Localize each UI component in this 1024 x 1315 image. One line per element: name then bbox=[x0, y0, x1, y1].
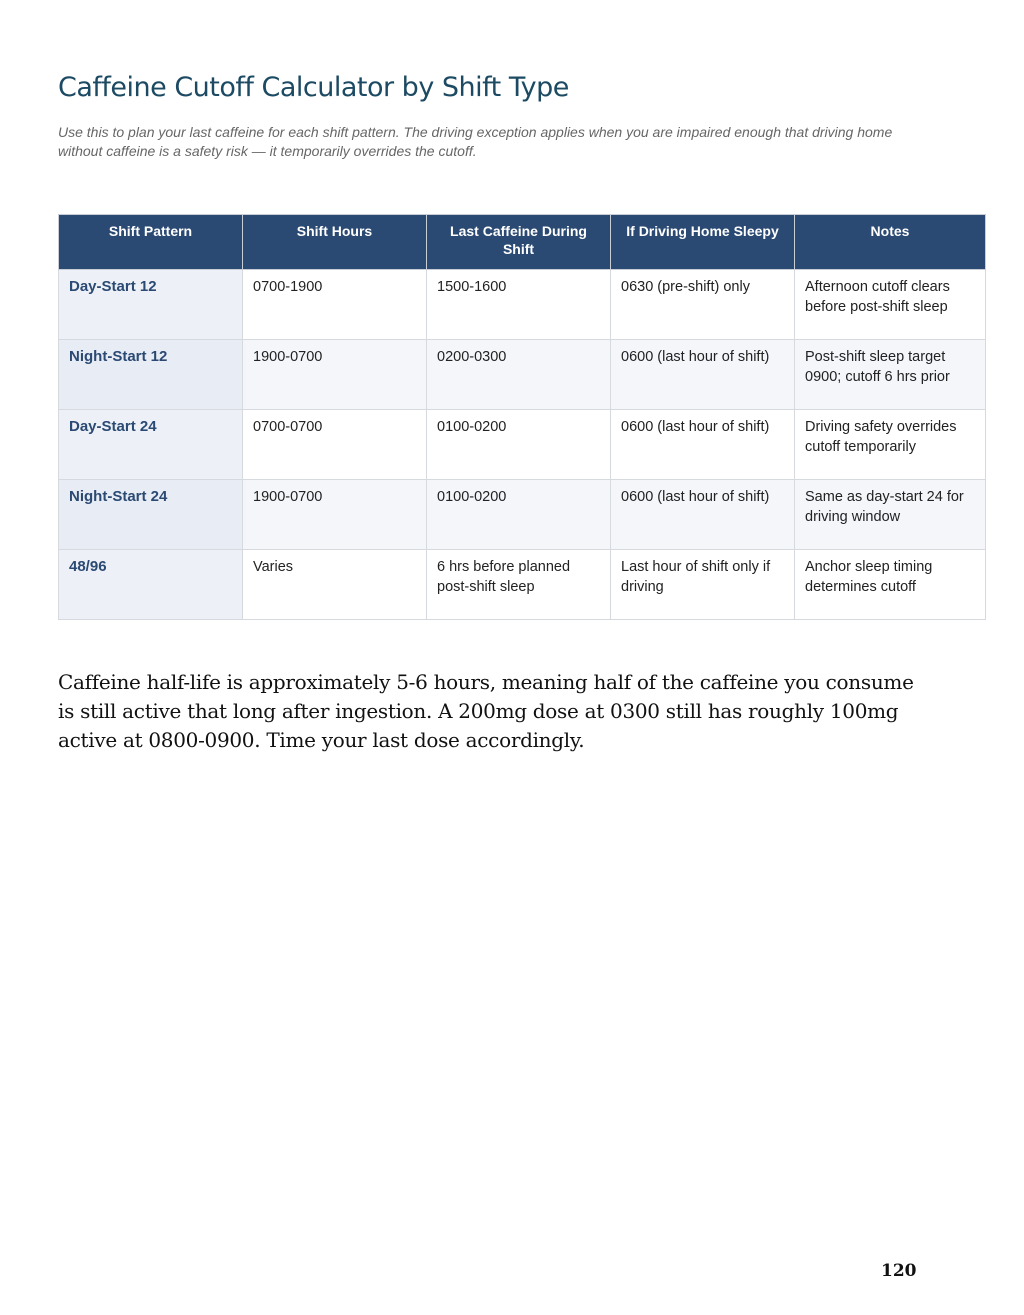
table-row bbox=[59, 270, 986, 340]
cell-driving-home: 0600 (last hour of shift) bbox=[611, 410, 795, 480]
cell-shift-pattern: Night-Start 24 bbox=[59, 480, 243, 550]
cell-shift-hours: 0700-0700 bbox=[243, 410, 427, 480]
header-notes: Notes bbox=[795, 215, 986, 270]
cell-shift-hours: Varies bbox=[243, 550, 427, 620]
intro-text: Use this to plan your last caffeine for each shift pattern. The driving exception applies when you are impaired enough that driving home without caffeine is a safety risk — it temporarily overrides the cutoff. bbox=[58, 124, 893, 159]
cell-driving-home: 0630 (pre-shift) only bbox=[611, 270, 795, 340]
cell-last-caffeine: 1500-1600 bbox=[427, 270, 611, 340]
header-last-caffeine: Last Caffeine During Shift bbox=[427, 215, 611, 270]
cell-shift-hours: 1900-0700 bbox=[243, 340, 427, 410]
cell-notes: Post-shift sleep target 0900; cutoff 6 hrs prior bbox=[795, 340, 986, 410]
cell-notes: Driving safety overrides cutoff temporarily bbox=[795, 410, 986, 480]
half-life-paragraph: Caffeine half-life is approximately 5-6 hours, meaning half of the caffeine you consume is still active that long after ingestion. A 200mg dose at 0300 still has roughly 100mg active at 0800-0900. Time your last dose accordingly. bbox=[58, 670, 914, 752]
cell-last-caffeine: 6 hrs before planned post-shift sleep bbox=[427, 550, 611, 620]
table-header-row bbox=[59, 215, 986, 270]
header-driving-home: If Driving Home Sleepy bbox=[611, 215, 795, 270]
cell-shift-hours: 1900-0700 bbox=[243, 480, 427, 550]
page-number: 120 bbox=[881, 1261, 917, 1281]
table-row bbox=[59, 550, 986, 620]
cell-shift-hours: 0700-1900 bbox=[243, 270, 427, 340]
cell-notes: Same as day-start 24 for driving window bbox=[795, 480, 986, 550]
cell-last-caffeine: 0100-0200 bbox=[427, 480, 611, 550]
cell-driving-home: 0600 (last hour of shift) bbox=[611, 340, 795, 410]
header-shift-pattern: Shift Pattern bbox=[59, 215, 243, 270]
cell-shift-pattern: Day-Start 12 bbox=[59, 270, 243, 340]
table-row bbox=[59, 410, 986, 480]
cell-driving-home: 0600 (last hour of shift) bbox=[611, 480, 795, 550]
table-row bbox=[59, 340, 986, 410]
cell-shift-pattern: 48/96 bbox=[59, 550, 243, 620]
caffeine-cutoff-table bbox=[58, 214, 986, 620]
table-row bbox=[59, 480, 986, 550]
cell-shift-pattern: Day-Start 24 bbox=[59, 410, 243, 480]
cell-driving-home: Last hour of shift only if driving bbox=[611, 550, 795, 620]
cell-notes: Anchor sleep timing determines cutoff bbox=[795, 550, 986, 620]
page-title: Caffeine Cutoff Calculator by Shift Type bbox=[58, 72, 569, 103]
cell-notes: Afternoon cutoff clears before post-shift sleep bbox=[795, 270, 986, 340]
header-shift-hours: Shift Hours bbox=[243, 215, 427, 270]
cell-shift-pattern: Night-Start 12 bbox=[59, 340, 243, 410]
cell-last-caffeine: 0100-0200 bbox=[427, 410, 611, 480]
cell-last-caffeine: 0200-0300 bbox=[427, 340, 611, 410]
